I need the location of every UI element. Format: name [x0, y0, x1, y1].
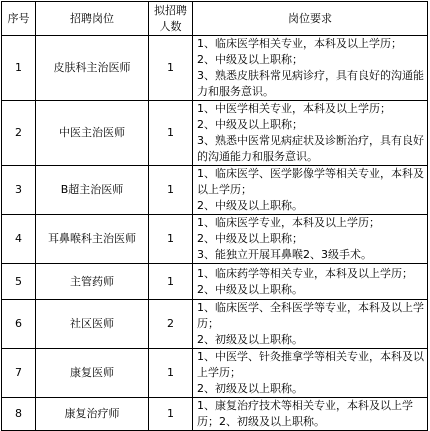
row-no: 1	[2, 36, 36, 101]
row-count: 2	[149, 300, 193, 349]
table-row	[2, 264, 428, 300]
row-no: 8	[2, 398, 36, 431]
row-position: 耳鼻喉科主治医师	[36, 215, 149, 264]
row-count: 1	[149, 349, 193, 398]
table-row	[2, 215, 428, 264]
row-count: 1	[149, 101, 193, 166]
requirement-line: 1、中医学相关专业，本科及以上学历；	[197, 102, 391, 115]
requirement-line: 2、初级及以上职称。	[197, 382, 303, 395]
row-position: 皮肤科主治医师	[36, 36, 149, 101]
requirement-line: 3、熟悉中医常见病症状及诊断治疗，具有良好的沟通能力和服务意识。	[197, 134, 424, 163]
row-requirements	[193, 398, 428, 431]
header-position: 招聘岗位	[36, 2, 149, 36]
requirement-line: 1、临床医学专业，本科及以上学历；	[197, 216, 380, 229]
row-position: 康复医师	[36, 349, 149, 398]
row-count: 1	[149, 398, 193, 431]
recruitment-table	[1, 1, 428, 431]
requirement-line: 2、中级及以上职称；	[197, 232, 303, 245]
requirement-line: 1、临床医学、全科医学等专业，本科及以上学历；	[197, 301, 424, 330]
table-row	[2, 36, 428, 101]
requirement-line: 2、初级及以上职称。	[197, 333, 303, 346]
requirement-line: 1、临床医学、医学影像学等相关专业，本科及以上学历；	[197, 167, 424, 196]
row-requirements	[193, 101, 428, 166]
row-requirements	[193, 36, 428, 101]
row-position: 中医主治医师	[36, 101, 149, 166]
row-requirements	[193, 166, 428, 215]
row-requirements	[193, 349, 428, 398]
table-row	[2, 349, 428, 398]
requirement-line: 1、临床医学相关专业，本科及以上学历；	[197, 37, 402, 50]
requirement-line: 3、熟悉皮肤科常见病诊疗，具有良好的沟通能力和服务意识。	[197, 69, 424, 98]
row-position: B超主治医师	[36, 166, 149, 215]
row-count: 1	[149, 36, 193, 101]
row-count: 1	[149, 264, 193, 300]
header-row	[2, 2, 428, 36]
requirement-line: 1、康复治疗技术等相关专业，本科及以上学历；2、初级及以上职称。	[197, 399, 413, 428]
row-position: 社区医师	[36, 300, 149, 349]
row-count: 1	[149, 166, 193, 215]
row-no: 5	[2, 264, 36, 300]
row-position: 主管药师	[36, 264, 149, 300]
requirement-line: 2、中级及以上职称。	[197, 282, 303, 296]
row-requirements	[193, 300, 428, 349]
requirement-line: 1、临床药学等相关专业，本科及以上学历；	[197, 266, 413, 280]
header-requirements: 岗位要求	[193, 2, 428, 36]
requirement-line: 2、中级及以上职称；	[197, 118, 303, 131]
row-position: 康复治疗师	[36, 398, 149, 431]
header-count: 拟招聘人数	[149, 2, 193, 36]
table-row	[2, 166, 428, 215]
table-row	[2, 398, 428, 431]
requirement-line: 3、能独立开展耳鼻喉2、3级手术。	[197, 248, 372, 261]
row-no: 2	[2, 101, 36, 166]
row-no: 6	[2, 300, 36, 349]
requirement-line: 1、中医学、针灸推拿学等相关专业，本科及以上学历；	[197, 350, 424, 379]
row-no: 7	[2, 349, 36, 398]
row-count: 1	[149, 215, 193, 264]
requirement-line: 2、中级及以上职称。	[197, 199, 303, 212]
row-requirements	[193, 264, 428, 300]
header-no: 序号	[2, 2, 36, 36]
table-row	[2, 101, 428, 166]
row-requirements	[193, 215, 428, 264]
table-row	[2, 300, 428, 349]
row-no: 4	[2, 215, 36, 264]
row-no: 3	[2, 166, 36, 215]
requirement-line: 2、中级及以上职称；	[197, 53, 303, 66]
